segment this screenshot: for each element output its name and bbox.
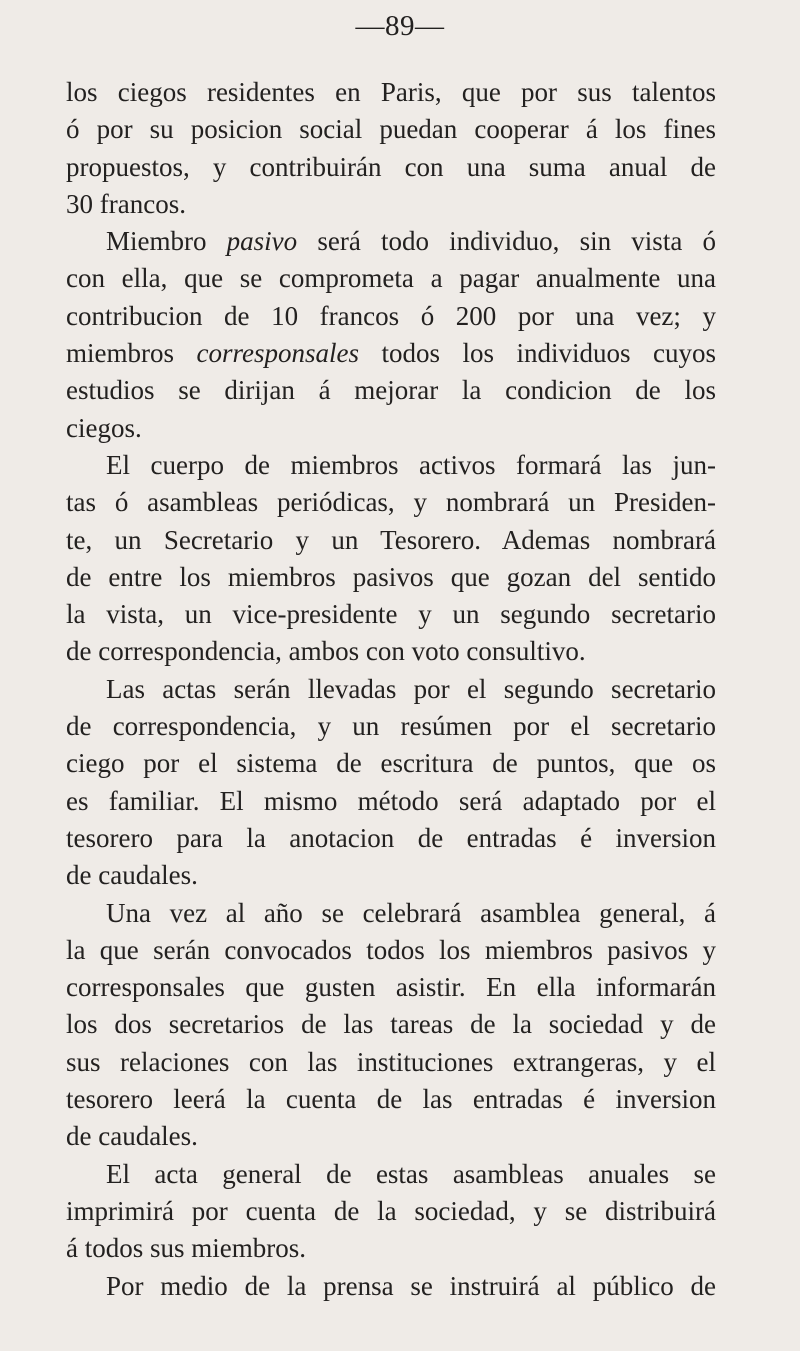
- text-line: El cuerpo de miembros activos formará las jun-: [106, 449, 716, 480]
- text-segment: miembros: [66, 338, 197, 369]
- italic-term: corresponsales: [196, 338, 359, 369]
- text-line: es familiar. El mismo método será adaptado por el: [66, 785, 716, 816]
- text-segment: será todo individuo, sin vista ó: [297, 226, 716, 257]
- text-line: ciego por el sistema de escritura de puntos, que os: [66, 748, 716, 779]
- text-segment: Miembro: [106, 226, 227, 257]
- text-line: de correspondencia, y un resúmen por el secretario: [66, 711, 716, 742]
- text-line: de caudales.: [66, 1121, 198, 1152]
- body-text: [66, 74, 716, 1305]
- text-line: propuestos, y contribuirán con una suma anual de: [66, 151, 716, 182]
- text-line: los dos secretarios de las tareas de la sociedad y de: [66, 1009, 716, 1040]
- text-line: Una vez al año se celebrará asamblea general, á: [106, 897, 716, 928]
- text-line: la vista, un vice-presidente y un segundo secretario: [66, 599, 716, 630]
- text-line: de correspondencia, ambos con voto consultivo.: [66, 636, 586, 667]
- text-line: los ciegos residentes en Paris, que por sus talentos: [66, 77, 716, 107]
- text-line: de caudales.: [66, 860, 198, 891]
- text-line: corresponsales que gusten asistir. En ella informarán: [66, 972, 716, 1003]
- page-number: —89—: [355, 10, 445, 42]
- text-line: ó por su posicion social puedan cooperar á los fines: [66, 114, 716, 145]
- text-line: [66, 335, 716, 372]
- text-line: Por medio de la prensa se instruirá al público de: [106, 1270, 716, 1301]
- text-line: estudios se dirijan á mejorar la condicion de los: [66, 375, 716, 406]
- text-line: tesorero para la anotacion de entradas é inversion: [66, 822, 716, 853]
- text-line: contribucion de 10 francos ó 200 por una vez; y: [66, 300, 716, 331]
- text-segment: todos los individuos cuyos: [358, 338, 716, 369]
- text-line: [66, 223, 716, 260]
- text-line: la que serán convocados todos los miembros pasivos y: [66, 934, 716, 965]
- text-line: tesorero leerá la cuenta de las entradas é inversion: [66, 1084, 716, 1115]
- text-line: ciegos.: [66, 412, 142, 443]
- text-line: de entre los miembros pasivos que gozan del sentido: [66, 561, 716, 592]
- text-line: El acta general de estas asambleas anuales se: [106, 1158, 716, 1189]
- text-line: imprimirá por cuenta de la sociedad, y se distribuirá: [66, 1195, 716, 1226]
- text-line: te, un Secretario y un Tesorero. Ademas nombrará: [66, 524, 716, 555]
- text-line: Las actas serán llevadas por el segundo secretario: [106, 673, 716, 704]
- text-line: á todos sus miembros.: [66, 1233, 306, 1264]
- text-line: sus relaciones con las instituciones extrangeras, y el: [66, 1046, 716, 1077]
- italic-term: pasivo: [226, 226, 298, 257]
- text-line: tas ó asambleas periódicas, y nombrará un Presiden-: [66, 487, 716, 518]
- text-line: 30 francos.: [66, 188, 186, 219]
- text-line: con ella, que se comprometa a pagar anualmente una: [66, 263, 716, 294]
